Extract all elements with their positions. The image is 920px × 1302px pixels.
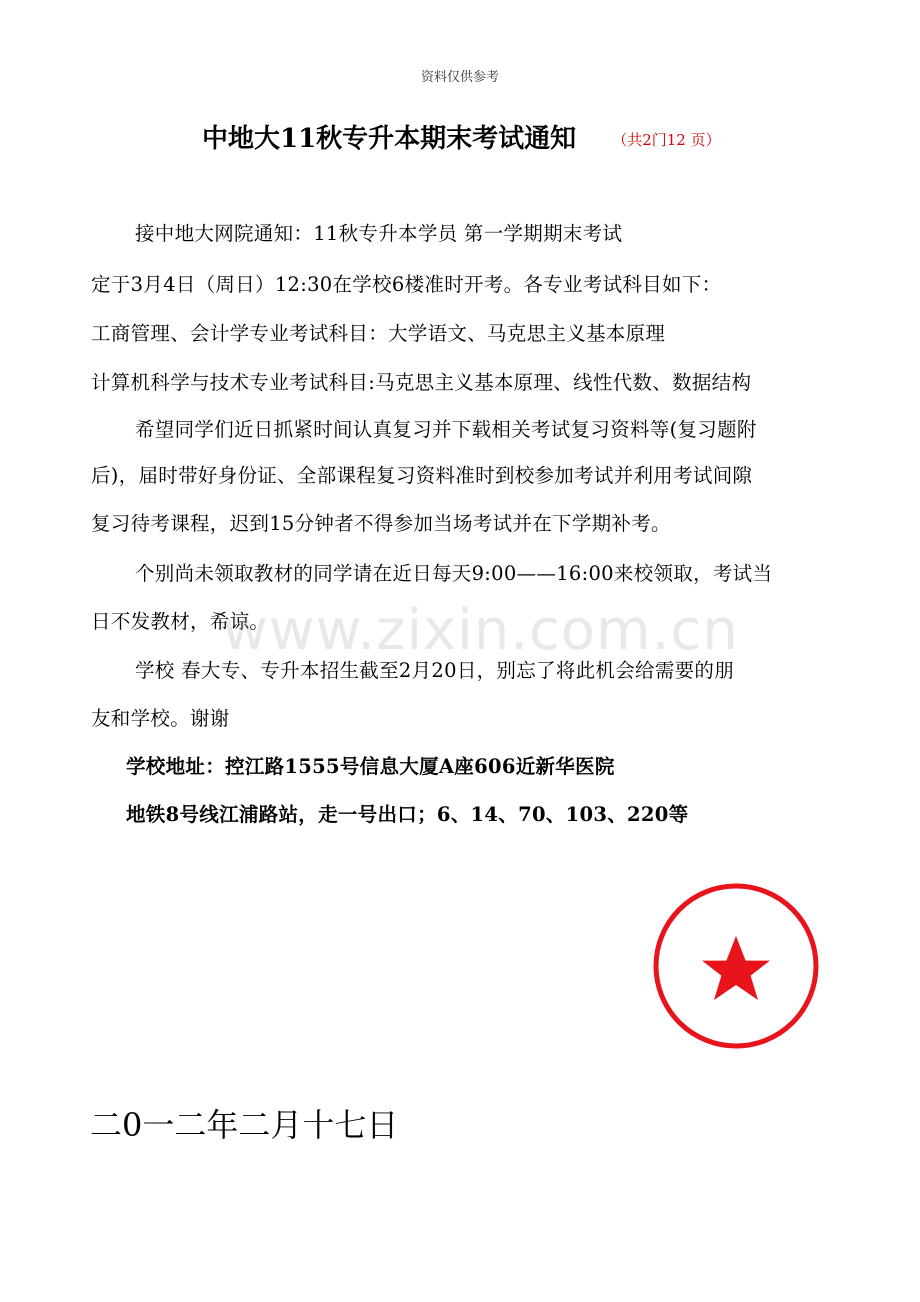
title-line [202,118,721,155]
watermark: www.zixin.com.cn [222,598,739,663]
paragraph-line-6: 后)，届时带好身份证、全部课程复习资料准时到校参加考试并利用考试间隙 [91,464,753,487]
paragraph-line-8: 个别尚未领取教材的同学请在近日每天9:00——16:00来校领取，考试当 [135,562,773,585]
transit-directions: 地铁8号线江浦路站，走一号出口；6、14、70、103、220等 [126,803,689,826]
page-title: 中地大11秋专升本期末考试通知 [202,124,577,154]
issue-date: 二0一二年二月十七日 [90,1106,399,1144]
paragraph-line-5: 希望同学们近日抓紧时间认真复习并下载相关考试复习资料等(复习题附 [135,418,757,441]
header-note: 资料仅供参考 [420,70,499,85]
paragraph-line-9: 日不发教材，希谅。 [91,610,270,633]
paragraph-line-11: 友和学校。谢谢 [91,707,230,730]
paragraph-line-3: 工商管理、会计学专业考试科目：大学语文、马克思主义基本原理 [91,322,666,345]
paragraph-line-4: 计算机科学与技术专业考试科目:马克思主义基本原理、线性代数、数据结构 [91,371,752,394]
seal-star-icon [702,936,770,1000]
paragraph-line-7: 复习待考课程，迟到15分钟者不得参加当场考试并在下学期补考。 [91,512,671,535]
page-count-note: （共2门12 页） [612,131,721,149]
paragraph-line-2: 定于3月4日（周日）12:30在学校6楼准时开考。各专业考试科目如下： [91,273,722,296]
paragraph-line-10: 学校 春大专、专升本招生截至2月20日，别忘了将此机会给需要的朋 [135,659,735,682]
school-address: 学校地址：控江路1555号信息大厦A座606近新华医院 [126,755,615,778]
official-seal-stamp [650,880,822,1052]
paragraph-line-1: 接中地大网院通知：11秋专升本学员 第一学期期末考试 [135,222,623,245]
